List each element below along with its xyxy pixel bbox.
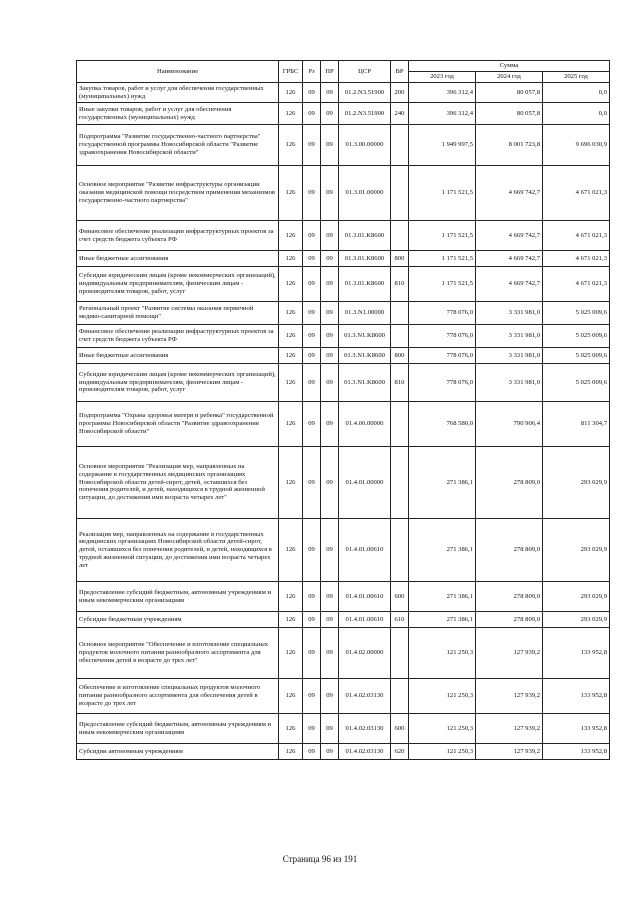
row-csr: 01.4.02.03130 — [339, 714, 391, 744]
row-vr — [391, 628, 409, 679]
table-row — [77, 251, 610, 267]
row-vr: 810 — [391, 364, 409, 402]
row-name: Основное мероприятие "Обеспечение и изготовление специальных продуктов молочного питания разнообразного ассортимента для обеспечения детей в возрасте до трех лет" — [77, 628, 279, 679]
row-vr: 610 — [391, 612, 409, 628]
page-number: Страница 96 из 191 — [282, 854, 358, 864]
row-sum-2025: 133 952,8 — [543, 714, 610, 744]
row-name: Иные закупки товаров, работ и услуг для обеспечения государственных (муниципальных) нужд — [77, 103, 279, 125]
table-row — [77, 679, 610, 714]
row-vr — [391, 679, 409, 714]
row-sum-2024: 127 939,2 — [476, 714, 543, 744]
row-pr: 09 — [321, 628, 339, 679]
row-sum-2023: 271 386,1 — [409, 519, 476, 582]
row-grbs: 126 — [279, 221, 303, 251]
row-sum-2025: 133 952,8 — [543, 679, 610, 714]
row-sum-2025: 293 029,9 — [543, 519, 610, 582]
row-name: Предоставление субсидий бюджетным, автономным учреждениям и иным некоммерческим организациям — [77, 582, 279, 612]
row-csr: 01.4.02.00000 — [339, 628, 391, 679]
row-sum-2023: 396 312,4 — [409, 83, 476, 103]
row-sum-2024: 3 331 981,0 — [476, 348, 543, 364]
row-grbs: 126 — [279, 447, 303, 519]
row-csr: 01.4.01.00610 — [339, 519, 391, 582]
row-sum-2024: 127 939,2 — [476, 679, 543, 714]
row-sum-2024: 127 939,2 — [476, 628, 543, 679]
table-row — [77, 519, 610, 582]
row-sum-2024: 4 669 742,7 — [476, 166, 543, 221]
row-grbs: 126 — [279, 582, 303, 612]
row-pr: 09 — [321, 103, 339, 125]
row-pr: 09 — [321, 582, 339, 612]
row-grbs: 126 — [279, 679, 303, 714]
table-row — [77, 325, 610, 348]
row-grbs: 126 — [279, 166, 303, 221]
row-pr: 09 — [321, 125, 339, 166]
row-vr — [391, 302, 409, 325]
row-name: Обеспечение и изготовление специальных продуктов молочного питания разнообразного ассортимента для обеспечения детей в возрасте до трех лет — [77, 679, 279, 714]
row-grbs: 126 — [279, 325, 303, 348]
row-sum-2025: 5 025 009,6 — [543, 364, 610, 402]
table-row — [77, 267, 610, 302]
row-sum-2025: 4 671 021,3 — [543, 221, 610, 251]
row-name: Подпрограмма "Развитие государственно-частного партнерства" государственной программы Новосибирской области "Развитие здравоохранения Новосибирской области" — [77, 125, 279, 166]
row-sum-2023: 768 580,0 — [409, 402, 476, 447]
row-name: Финансовое обеспечение реализации инфраструктурных проектов за счет средств бюджета субъекта РФ — [77, 325, 279, 348]
row-grbs: 126 — [279, 125, 303, 166]
row-vr — [391, 447, 409, 519]
header-year-2025: 2025 год — [543, 72, 610, 83]
row-csr: 01.3.01.00000 — [339, 166, 391, 221]
row-rz: 09 — [303, 348, 321, 364]
row-csr: 01.4.01.00000 — [339, 447, 391, 519]
row-sum-2023: 778 076,0 — [409, 348, 476, 364]
row-sum-2023: 271 386,1 — [409, 447, 476, 519]
row-grbs: 126 — [279, 744, 303, 760]
row-vr — [391, 125, 409, 166]
row-rz: 09 — [303, 628, 321, 679]
table-row — [77, 302, 610, 325]
row-sum-2024: 790 906,4 — [476, 402, 543, 447]
row-sum-2025: 9 696 030,9 — [543, 125, 610, 166]
row-vr: 620 — [391, 744, 409, 760]
row-sum-2023: 271 386,1 — [409, 582, 476, 612]
row-sum-2025: 293 029,9 — [543, 612, 610, 628]
row-pr: 09 — [321, 364, 339, 402]
row-sum-2023: 396 312,4 — [409, 103, 476, 125]
row-vr: 600 — [391, 714, 409, 744]
table-row — [77, 402, 610, 447]
row-sum-2024: 8 001 723,8 — [476, 125, 543, 166]
row-sum-2024: 278 809,0 — [476, 582, 543, 612]
row-sum-2023: 121 250,3 — [409, 628, 476, 679]
row-rz: 09 — [303, 325, 321, 348]
row-sum-2025: 811 304,7 — [543, 402, 610, 447]
row-sum-2024: 4 669 742,7 — [476, 267, 543, 302]
row-sum-2023: 1 171 521,5 — [409, 267, 476, 302]
row-grbs: 126 — [279, 612, 303, 628]
row-rz: 09 — [303, 221, 321, 251]
row-name: Закупка товаров, работ и услуг для обеспечения государственных (муниципальных) нужд — [77, 83, 279, 103]
row-rz: 09 — [303, 402, 321, 447]
row-csr: 01.4.00.00000 — [339, 402, 391, 447]
row-pr: 09 — [321, 519, 339, 582]
row-rz: 09 — [303, 125, 321, 166]
row-name: Субсидии автономным учреждениям — [77, 744, 279, 760]
row-pr: 09 — [321, 325, 339, 348]
row-csr: 01.2.N3.51900 — [339, 83, 391, 103]
row-sum-2023: 1 171 521,5 — [409, 221, 476, 251]
row-rz: 09 — [303, 251, 321, 267]
row-sum-2023: 1 171 521,5 — [409, 166, 476, 221]
row-name: Субсидии юридическим лицам (кроме некоммерческих организаций), индивидуальным предпринимателям, физическим лицам - производителям товаров, работ, услуг — [77, 267, 279, 302]
row-sum-2024: 127 939,2 — [476, 744, 543, 760]
row-pr: 09 — [321, 679, 339, 714]
row-sum-2024: 80 057,8 — [476, 83, 543, 103]
row-sum-2023: 121 250,3 — [409, 714, 476, 744]
row-sum-2025: 133 952,8 — [543, 628, 610, 679]
row-csr: 01.3.N1.K8600 — [339, 348, 391, 364]
row-vr — [391, 221, 409, 251]
row-sum-2025: 4 671 021,3 — [543, 251, 610, 267]
row-sum-2024: 278 809,0 — [476, 612, 543, 628]
row-vr — [391, 325, 409, 348]
row-csr: 01.4.02.03130 — [339, 679, 391, 714]
row-name: Финансовое обеспечение реализации инфраструктурных проектов за счет средств бюджета субъекта РФ — [77, 221, 279, 251]
row-sum-2023: 271 386,1 — [409, 612, 476, 628]
header-name: Наименование — [77, 61, 279, 83]
row-vr — [391, 402, 409, 447]
row-pr: 09 — [321, 447, 339, 519]
row-rz: 09 — [303, 714, 321, 744]
row-pr: 09 — [321, 302, 339, 325]
row-sum-2023: 778 076,0 — [409, 364, 476, 402]
row-grbs: 126 — [279, 267, 303, 302]
row-grbs: 126 — [279, 302, 303, 325]
row-vr — [391, 519, 409, 582]
row-sum-2023: 121 250,3 — [409, 679, 476, 714]
row-csr: 01.3.01.K8600 — [339, 267, 391, 302]
row-name: Предоставление субсидий бюджетным, автономным учреждениям и иным некоммерческим организациям — [77, 714, 279, 744]
row-csr: 01.3.01.K8600 — [339, 221, 391, 251]
row-pr: 09 — [321, 348, 339, 364]
header-sum: Сумма — [409, 61, 610, 72]
row-pr: 09 — [321, 166, 339, 221]
row-sum-2025: 293 029,9 — [543, 447, 610, 519]
row-vr: 600 — [391, 582, 409, 612]
row-vr: 240 — [391, 103, 409, 125]
row-vr — [391, 166, 409, 221]
row-sum-2023: 1 949 997,5 — [409, 125, 476, 166]
table-row — [77, 83, 610, 103]
table-row — [77, 348, 610, 364]
row-sum-2025: 5 025 009,6 — [543, 302, 610, 325]
row-sum-2024: 4 669 742,7 — [476, 221, 543, 251]
row-pr: 09 — [321, 612, 339, 628]
row-csr: 01.3.01.K8600 — [339, 251, 391, 267]
row-grbs: 126 — [279, 251, 303, 267]
row-pr: 09 — [321, 267, 339, 302]
row-sum-2023: 778 076,0 — [409, 325, 476, 348]
row-grbs: 126 — [279, 628, 303, 679]
row-rz: 09 — [303, 679, 321, 714]
row-name: Подпрограмма "Охрана здоровья матери и ребенка" государственной программы Новосибирской области "Развитие здравоохранения Новосибирской области" — [77, 402, 279, 447]
table-body — [77, 83, 610, 760]
row-pr: 09 — [321, 251, 339, 267]
row-name: Основное мероприятие "Реализация мер, направленных на содержание в государственных медицинских организациях Новосибирской области детей-сирот, детей, оставшихся без попечения родителей, и детей, находящихся в трудной жизненной ситуации, до достижения ими возраста четырех лет" — [77, 447, 279, 519]
row-sum-2024: 3 331 981,0 — [476, 364, 543, 402]
table-row — [77, 582, 610, 612]
row-name: Субсидии юридическим лицам (кроме некоммерческих организаций), индивидуальным предпринимателям, физическим лицам - производителям товаров, работ, услуг — [77, 364, 279, 402]
row-sum-2025: 4 671 021,3 — [543, 267, 610, 302]
row-rz: 09 — [303, 612, 321, 628]
row-pr: 09 — [321, 714, 339, 744]
row-rz: 09 — [303, 83, 321, 103]
row-csr: 01.4.01.00610 — [339, 612, 391, 628]
row-sum-2025: 293 029,9 — [543, 582, 610, 612]
row-sum-2025: 4 671 021,3 — [543, 166, 610, 221]
row-sum-2023: 778 076,0 — [409, 302, 476, 325]
row-sum-2024: 278 809,0 — [476, 447, 543, 519]
row-grbs: 126 — [279, 103, 303, 125]
row-rz: 09 — [303, 447, 321, 519]
row-grbs: 126 — [279, 519, 303, 582]
table-row — [77, 744, 610, 760]
row-sum-2024: 4 669 742,7 — [476, 251, 543, 267]
row-sum-2024: 3 331 981,0 — [476, 302, 543, 325]
row-name: Основное мероприятие "Развитие инфраструктуры организации оказания медицинской помощи посредством применения механизмов государственно-частного партнерства" — [77, 166, 279, 221]
row-csr: 01.3.N1.K8600 — [339, 325, 391, 348]
header-vr: ВР — [391, 61, 409, 83]
row-vr: 800 — [391, 251, 409, 267]
row-pr: 09 — [321, 744, 339, 760]
row-sum-2025: 133 952,8 — [543, 744, 610, 760]
row-csr: 01.3.N1.K8600 — [339, 364, 391, 402]
row-csr: 01.3.N1.00000 — [339, 302, 391, 325]
table-row — [77, 447, 610, 519]
header-pr: ПР — [321, 61, 339, 83]
table-row — [77, 612, 610, 628]
row-sum-2025: 5 025 009,6 — [543, 325, 610, 348]
row-sum-2024: 80 057,8 — [476, 103, 543, 125]
row-csr: 01.3.00.00000 — [339, 125, 391, 166]
row-csr: 01.4.02.03130 — [339, 744, 391, 760]
row-sum-2023: 121 250,3 — [409, 744, 476, 760]
header-rz: Рз — [303, 61, 321, 83]
row-sum-2025: 0,0 — [543, 103, 610, 125]
row-grbs: 126 — [279, 364, 303, 402]
row-rz: 09 — [303, 267, 321, 302]
row-rz: 09 — [303, 166, 321, 221]
table-header — [77, 61, 610, 83]
header-year-2024: 2024 год — [476, 72, 543, 83]
row-name: Иные бюджетные ассигнования — [77, 348, 279, 364]
row-pr: 09 — [321, 221, 339, 251]
row-rz: 09 — [303, 364, 321, 402]
row-name: Реализация мер, направленных на содержание в государственных медицинских организациях Новосибирской области детей-сирот, детей, оставшихся без попечения родителей, и детей, находящихся в трудной жизненной ситуации, до достижения ими возраста четырех лет — [77, 519, 279, 582]
row-rz: 09 — [303, 582, 321, 612]
row-grbs: 126 — [279, 83, 303, 103]
row-name: Иные бюджетные ассигнования — [77, 251, 279, 267]
row-rz: 09 — [303, 519, 321, 582]
row-grbs: 126 — [279, 714, 303, 744]
row-grbs: 126 — [279, 402, 303, 447]
row-grbs: 126 — [279, 348, 303, 364]
row-sum-2025: 5 025 009,6 — [543, 348, 610, 364]
row-csr: 01.4.01.00610 — [339, 582, 391, 612]
row-pr: 09 — [321, 83, 339, 103]
row-vr: 810 — [391, 267, 409, 302]
header-year-2023: 2023 год — [409, 72, 476, 83]
row-vr: 200 — [391, 83, 409, 103]
row-rz: 09 — [303, 744, 321, 760]
table-row — [77, 221, 610, 251]
row-name: Субсидии бюджетным учреждениям — [77, 612, 279, 628]
table-row — [77, 628, 610, 679]
header-csr: ЦСР — [339, 61, 391, 83]
row-vr: 800 — [391, 348, 409, 364]
header-grbs: ГРБС — [279, 61, 303, 83]
row-pr: 09 — [321, 402, 339, 447]
row-sum-2024: 278 809,0 — [476, 519, 543, 582]
row-rz: 09 — [303, 103, 321, 125]
row-sum-2024: 3 331 981,0 — [476, 325, 543, 348]
table-row — [77, 125, 610, 166]
row-sum-2025: 0,0 — [543, 83, 610, 103]
table-row — [77, 103, 610, 125]
row-sum-2023: 1 171 521,5 — [409, 251, 476, 267]
row-name: Региональный проект "Развитие системы оказания первичной медико-санитарной помощи" — [77, 302, 279, 325]
table-row — [77, 364, 610, 402]
table-row — [77, 714, 610, 744]
row-csr: 01.2.N3.51900 — [339, 103, 391, 125]
budget-table — [76, 60, 610, 760]
row-rz: 09 — [303, 302, 321, 325]
table-row — [77, 166, 610, 221]
